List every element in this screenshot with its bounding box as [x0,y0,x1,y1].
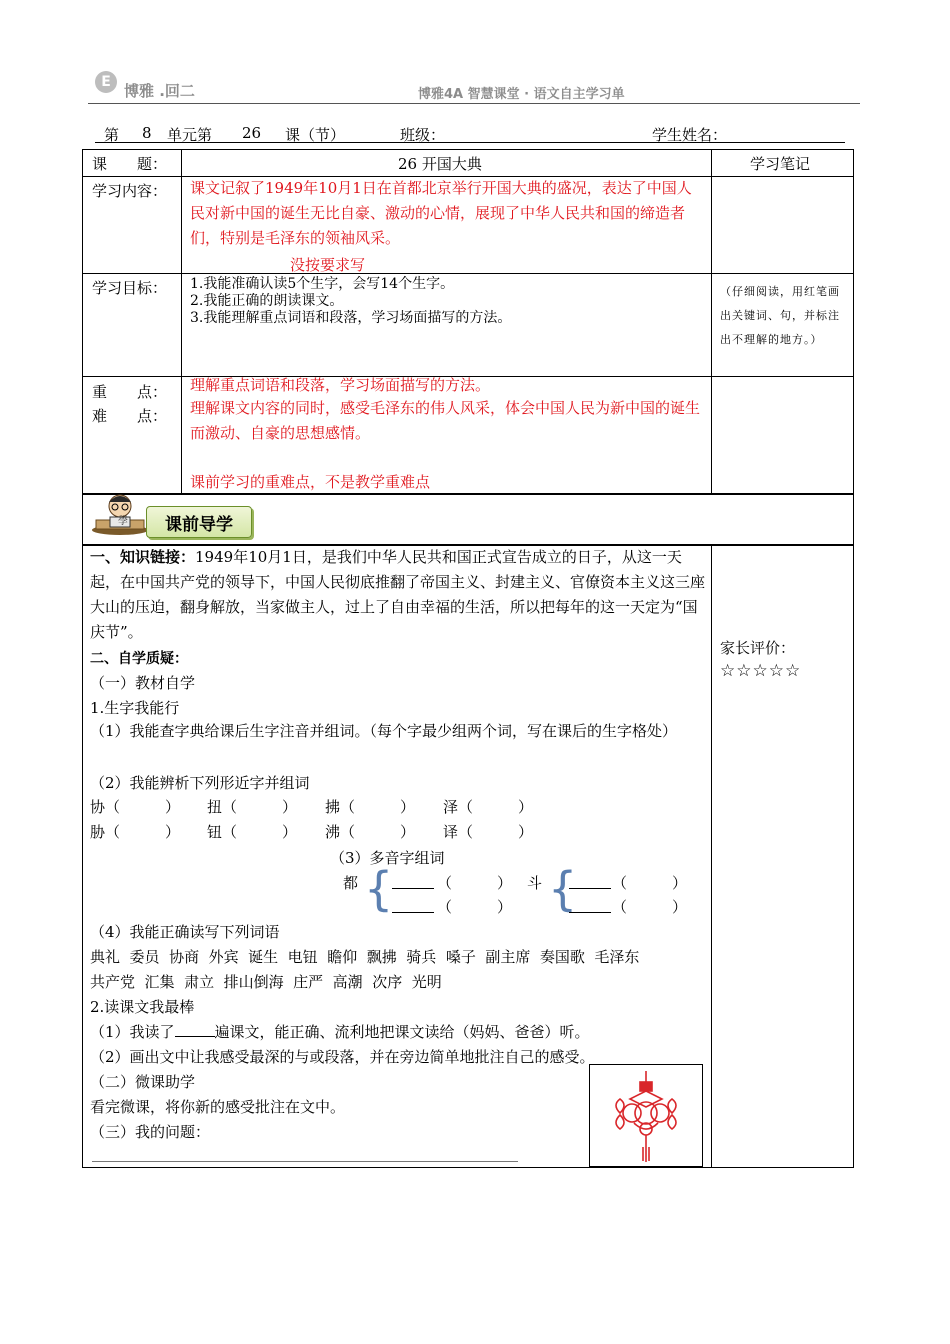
micro-lesson-title: （二）微课助学 [90,1073,196,1091]
char-pair[interactable]: 沸（ ） [325,823,416,841]
lesson-number: 26 [242,124,262,142]
chinese-knot-image [589,1064,703,1167]
content-label: 学习内容： [92,182,168,200]
key-points-comment: 课前学习的重难点，不是教学重难点 [190,473,431,491]
read-count-blank[interactable] [175,1022,215,1037]
header-title: 博雅4A 智慧课堂 · 语文自主学习单 [418,87,625,102]
blank-paren[interactable]: （ ） [437,898,513,916]
topic-title: 26 开国大典 [398,155,482,173]
my-questions-title: （三）我的问题： [90,1123,211,1141]
item-new-characters: 1.生字我能行 [90,699,180,717]
char-pair[interactable]: 泽（ ） [443,798,534,816]
micro-lesson-text: 看完微课，将你新的感受批注在文中。 [90,1098,346,1116]
content-text: 课文记叙了1949年10月1日在首都北京举行开国大典的盛况，表达了中国人民对新中国的诞生无比自豪、激动的心情，展现了中华人民共和国的缔造者们，特别是毛泽东的领袖风采。 [190,179,692,247]
read-count-b: 遍课文，能正确、流利地把课文读给（妈妈、爸爸）听。 [214,1023,590,1041]
char-pair[interactable]: 拂（ ） [325,798,416,816]
item-read-aloud: 2.读课文我最棒 [90,998,195,1016]
difficult-points-text: 理解课文内容的同时，感受毛泽东的伟人风采，体会中国人民为新中国的诞生而激动、自豪的思想感情。 [190,399,701,442]
blank-paren[interactable]: （ ） [612,898,688,916]
brace-icon: { [364,862,394,916]
goals-note: （仔细阅读，用红笔画出关键词、句，并标注出不理解的地方。） [720,285,840,346]
info-di: 第 [104,126,120,144]
table-divider [711,149,712,494]
goals-list [190,276,511,327]
vocab-line-1: 典礼 委员 协商 外宾 诞生 电钮 瞻仰 飘拂 骑兵 嗓子 副主席 奏国歌 毛泽东 [90,948,640,966]
question-2: （2）我能辨析下列形近字并组词 [90,774,310,792]
brace-icon: { [548,862,578,916]
vocab-line-2: 共产党 汇集 肃立 排山倒海 庄严 高潮 次序 光明 [90,973,442,991]
goal-item: 3.我能理解重点词语和段落，学习场面描写的方法。 [190,310,512,326]
char-pair[interactable]: 胁（ ） [90,823,181,841]
unit-number: 8 [142,124,152,142]
info-unit-lesson: 单元第 [167,126,213,144]
brand-logo-icon: E [95,71,117,93]
goals-label: 学习目标： [92,279,168,297]
info-ke-jie: 课（节） [285,126,346,144]
topic-label: 课 题： [92,155,168,173]
pre-class-guide-banner: 课前导学 [146,506,252,538]
student-name-label: 学生姓名： [652,126,728,144]
read-count-line [90,1021,590,1042]
char-pair[interactable]: 扭（ ） [207,798,298,816]
question-4: （4）我能正确读写下列词语 [90,923,280,941]
blank-paren[interactable]: （ ） [612,874,688,892]
content-comment: 没按要求写 [290,256,366,274]
char-pair[interactable]: 译（ ） [443,823,534,841]
knowledge-link [90,545,706,645]
brand-name: 博雅 .回二 [124,82,195,100]
info-underline [95,142,845,143]
knowledge-link-text: 1949年10月1日，是我们中华人民共和国正式宣告成立的日子，从这一天起，在中国共产党的领导下，中国人民彻底推翻了帝国主义、封建主义、官僚资本主义这三座大山的压迫，翻身解放，当家做主人，过上了自由幸福的生活，所以把每年的这一天定为“国庆节”。 [90,548,706,641]
read-count-a: （1）我读了 [90,1023,175,1041]
question-3: （3）多音字组词 [330,849,445,867]
blank-paren[interactable]: （ ） [437,874,513,892]
class-label: 班级： [400,126,446,144]
knowledge-link-title: 一、知识链接： [90,548,196,566]
char-pair[interactable]: 钮（ ） [207,823,298,841]
goal-item: 1.我能准确认读5个生字，会写14个生字。 [190,276,455,292]
goal-item: 2.我能正确的朗读课文。 [190,293,344,309]
table-divider [82,273,853,274]
notes-header: 学习笔记 [750,155,811,173]
polyphone-dou: 都 [343,874,359,892]
polyphone-dou2: 斗 [527,874,543,892]
key-points-text: 理解重点词语和段落，学习场面描写的方法。 [190,376,491,394]
header-rule [88,103,860,104]
question-1: （1）我能查字典给课后生字注音并组词。（每个字最少组两个词，写在课后的生字格处） [90,722,678,740]
blank-line[interactable] [569,888,611,889]
table-divider [181,149,182,494]
key-points-label: 重 点： [92,383,168,401]
difficult-points-label: 难 点： [92,407,168,425]
question-answer-line[interactable] [92,1161,518,1162]
blank-line[interactable] [569,912,611,913]
blank-line[interactable] [392,912,434,913]
parent-evaluation-label: 家长评价： [720,639,796,657]
book-glyph: 學 [118,516,128,527]
char-pair[interactable]: 协（ ） [90,798,181,816]
textbook-self-study: （一）教材自学 [90,674,196,692]
blank-line[interactable] [392,888,434,889]
annotate-instruction: （2）画出文中让我感受最深的与或段落，并在旁边简单地批注自己的感受。 [90,1048,595,1066]
self-study-title: 二、自学质疑： [90,651,188,667]
parent-rating-stars[interactable]: ☆☆☆☆☆ [720,661,802,681]
table-divider [711,544,712,1167]
